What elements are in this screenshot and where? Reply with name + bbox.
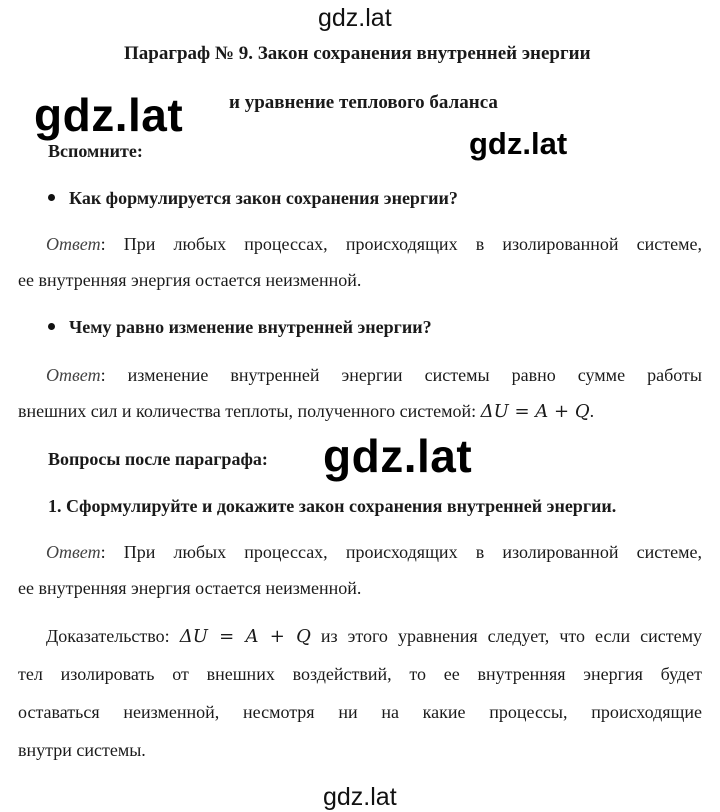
- proof-line-2: тел изолировать от внешних воздействий, то ее внутренняя энергия будет: [18, 664, 702, 684]
- recall-answer-1: [18, 226, 702, 298]
- bullet-icon: [48, 323, 55, 330]
- recall-answer-2-line-1: [18, 357, 702, 393]
- recall-question-2: [48, 317, 432, 338]
- answer-label: Ответ: [46, 542, 101, 562]
- recall-answer-2-end: .: [589, 401, 595, 421]
- watermark-bottom: gdz.lat: [323, 783, 397, 811]
- after-answer-1-text-1: : При любых процессах, происходящих в изолированной системе,: [100, 542, 702, 562]
- proof-line-1: [18, 617, 702, 655]
- watermark-top: gdz.lat: [318, 4, 392, 32]
- recall-question-1: [48, 188, 458, 209]
- recall-answer-1-text-1: : При любых процессах, происходящих в изолированной системе,: [100, 234, 702, 254]
- proof-prefix: Доказательство:: [46, 626, 180, 646]
- proof-line-3: оставаться неизменной, несмотря ни на какие процессы, происходящие: [18, 702, 702, 722]
- watermark-mid-right: gdz.lat: [469, 126, 568, 161]
- recall-heading: Вспомните:: [48, 141, 143, 161]
- recall-answer-1-line-1: [18, 226, 702, 262]
- after-answer-1-line-1: [18, 534, 702, 570]
- recall-question-1-text: Как формулируется закон сохранения энергии?: [69, 188, 458, 208]
- answer-label: Ответ: [46, 365, 101, 385]
- watermark-big-left: gdz.lat: [34, 89, 184, 141]
- watermark-big-center: gdz.lat: [323, 430, 473, 482]
- recall-answer-2-text-2: внешних сил и количества теплоты, полученного системой:: [18, 401, 481, 421]
- bullet-icon: [48, 194, 55, 201]
- after-answer-1-line-2: ее внутренняя энергия остается неизменной.: [18, 578, 362, 598]
- recall-answer-2: [18, 357, 702, 429]
- recall-answer-2-text-1: : изменение внутренней энергии системы равно сумме работы: [100, 365, 702, 385]
- after-question-1: 1. Сформулируйте и докажите закон сохранения внутренней энергии.: [48, 496, 617, 516]
- recall-question-2-text: Чему равно изменение внутренней энергии?: [69, 317, 432, 337]
- proof-paragraph: [18, 617, 702, 769]
- after-heading: Вопросы после параграфа:: [48, 449, 268, 469]
- formula: ΔU = A + Q: [480, 401, 590, 422]
- formula: ΔU = A + Q: [179, 626, 311, 647]
- page-subtitle: и уравнение теплового баланса: [229, 92, 498, 113]
- recall-answer-1-line-2: ее внутренняя энергия остается неизменной.: [18, 270, 362, 290]
- recall-answer-2-line-2: [18, 393, 702, 429]
- answer-label: Ответ: [46, 234, 101, 254]
- page-title: Параграф № 9. Закон сохранения внутренней энергии: [124, 43, 591, 64]
- proof-line-4: внутри системы.: [18, 740, 146, 760]
- after-answer-1: [18, 534, 702, 606]
- proof-line-1-rest: из этого уравнения следует, что если систему: [310, 626, 702, 646]
